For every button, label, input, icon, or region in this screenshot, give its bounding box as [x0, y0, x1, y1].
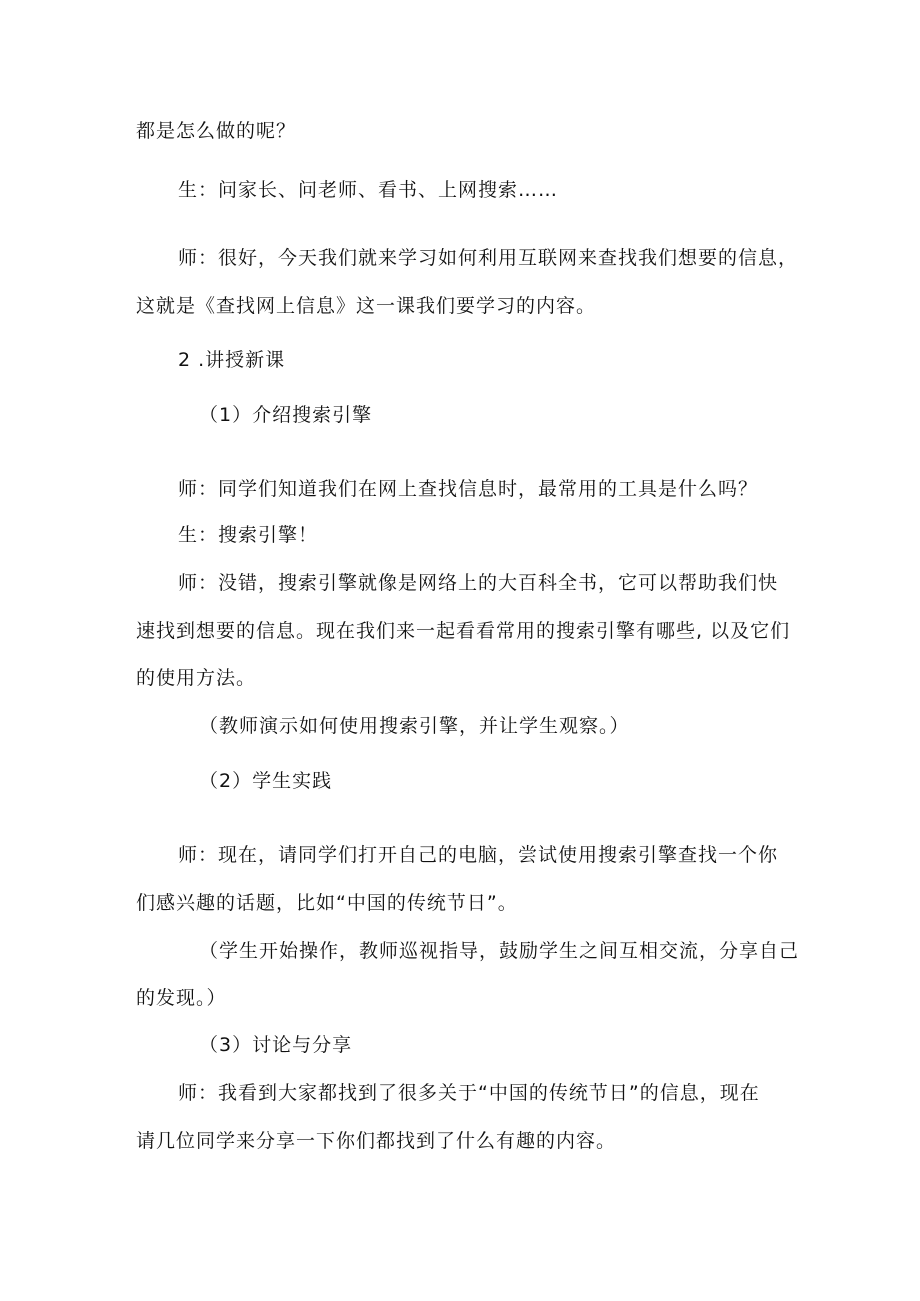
- text-line-teacher-intro: 师：很好，今天我们就来学习如何利用互联网来查找我们想要的信息，: [178, 247, 799, 269]
- text-line-teacher-question: 师：同学们知道我们在网上查找信息时，最常用的工具是什么吗？: [178, 478, 759, 500]
- text-line-teacher-discussion-cont: 请几位同学来分享一下你们都找到了什么有趣的内容。: [136, 1130, 617, 1152]
- text-line-teacher-instruction-cont: 们感兴趣的话题，比如“中国的传统节日”。: [136, 892, 518, 914]
- text-line-student-activity-note-cont: 的发现。）: [136, 987, 227, 1009]
- text-line-student-reply: 生：搜索引擎！: [178, 524, 319, 546]
- text-line-continuation: 都是怎么做的呢？: [136, 120, 297, 142]
- text-line-student-answer: 生：问家长、问老师、看书、上网搜索……: [178, 179, 559, 201]
- subsection-heading-discussion: （3）讨论与分享: [199, 1034, 353, 1056]
- text-line-teacher-intro-cont: 这就是《查找网上信息》这一课我们要学习的内容。: [136, 295, 597, 317]
- text-line-student-activity-note: （学生开始操作，教师巡视指导，鼓励学生之间互相交流，分享自己: [199, 940, 800, 962]
- text-line-teacher-explain-end: 的使用方法。: [136, 667, 257, 689]
- subsection-heading-practice: （2）学生实践: [199, 770, 333, 792]
- section-heading-new-lesson: 2 .讲授新课: [178, 349, 286, 371]
- text-line-teacher-explain-cont: 速找到想要的信息。现在我们来一起看看常用的搜索引擎有哪些, 以及它们: [136, 620, 791, 642]
- text-line-teacher-explain: 师：没错，搜索引擎就像是网络上的大百科全书，它可以帮助我们快: [178, 572, 779, 594]
- text-line-teacher-discussion: 师：我看到大家都找到了很多关于“中国的传统节日”的信息，现在: [178, 1082, 760, 1104]
- text-line-teacher-demo-note: （教师演示如何使用搜索引擎，并让学生观察。）: [199, 715, 630, 737]
- subsection-heading-search-engine: （1）介绍搜索引擎: [199, 404, 373, 426]
- text-line-teacher-instruction: 师：现在，请同学们打开自己的电脑，尝试使用搜索引擎查找一个你: [178, 844, 779, 866]
